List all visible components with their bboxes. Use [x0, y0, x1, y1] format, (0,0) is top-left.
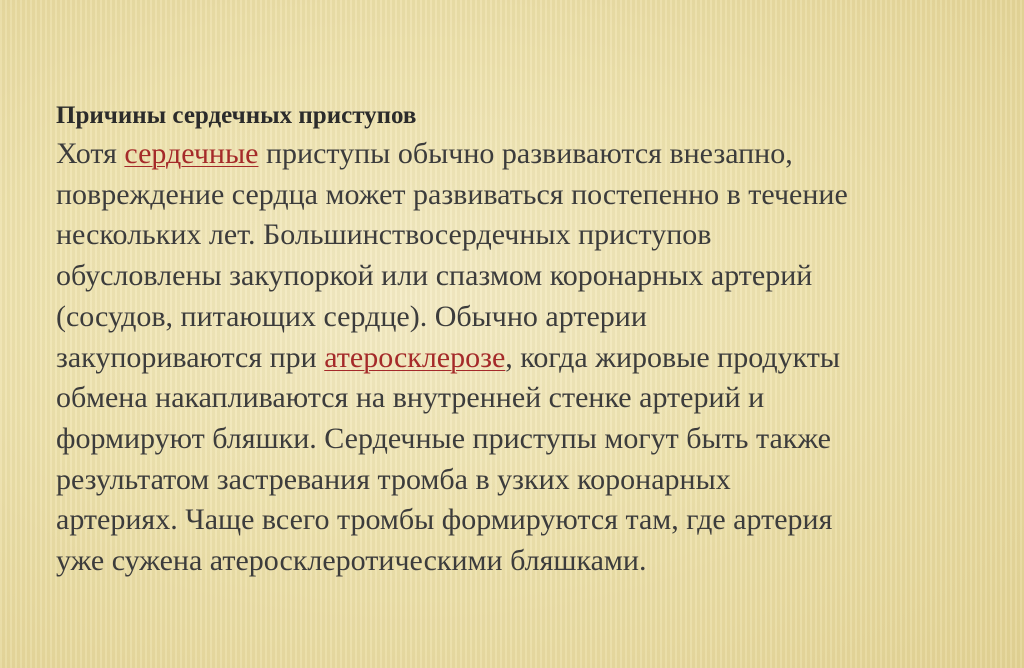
text-segment: закупориваются при — [56, 340, 325, 374]
slide-content — [56, 98, 976, 582]
body-line: уже сужена атеросклеротическими бляшками. — [56, 544, 647, 578]
text-segment: приступы обычно развиваются внезапно, — [258, 137, 793, 170]
link-serdechnye[interactable]: сердечные — [124, 137, 259, 170]
slide-body — [56, 134, 976, 582]
body-line: артериях. Чаще всего тромбы формируются там, где артерия — [56, 503, 833, 537]
body-line: результатом застревания тромба в узких коронарных — [56, 462, 731, 496]
body-line: обусловлены закупоркой или спазмом коронарных артерий — [56, 259, 813, 293]
body-line — [56, 338, 976, 379]
body-line: обмена накапливаются на внутренней стенке артерий и — [56, 381, 765, 415]
link-ateroskleroze[interactable]: атеросклерозе — [324, 340, 506, 374]
body-line: нескольких лет. Большинствосердечных приступов — [56, 218, 712, 252]
text-segment: , когда жировые продукты — [505, 340, 841, 374]
body-line: повреждение сердца может развиваться постепенно в течение — [56, 177, 848, 211]
body-line: (сосудов, питающих сердце). Обычно артерии — [56, 299, 647, 333]
body-line: формируют бляшки. Сердечные приступы могут быть также — [56, 421, 831, 455]
slide-title: Причины сердечных приступов — [56, 102, 417, 129]
body-line — [56, 134, 976, 175]
text-segment: Хотя — [56, 137, 125, 170]
